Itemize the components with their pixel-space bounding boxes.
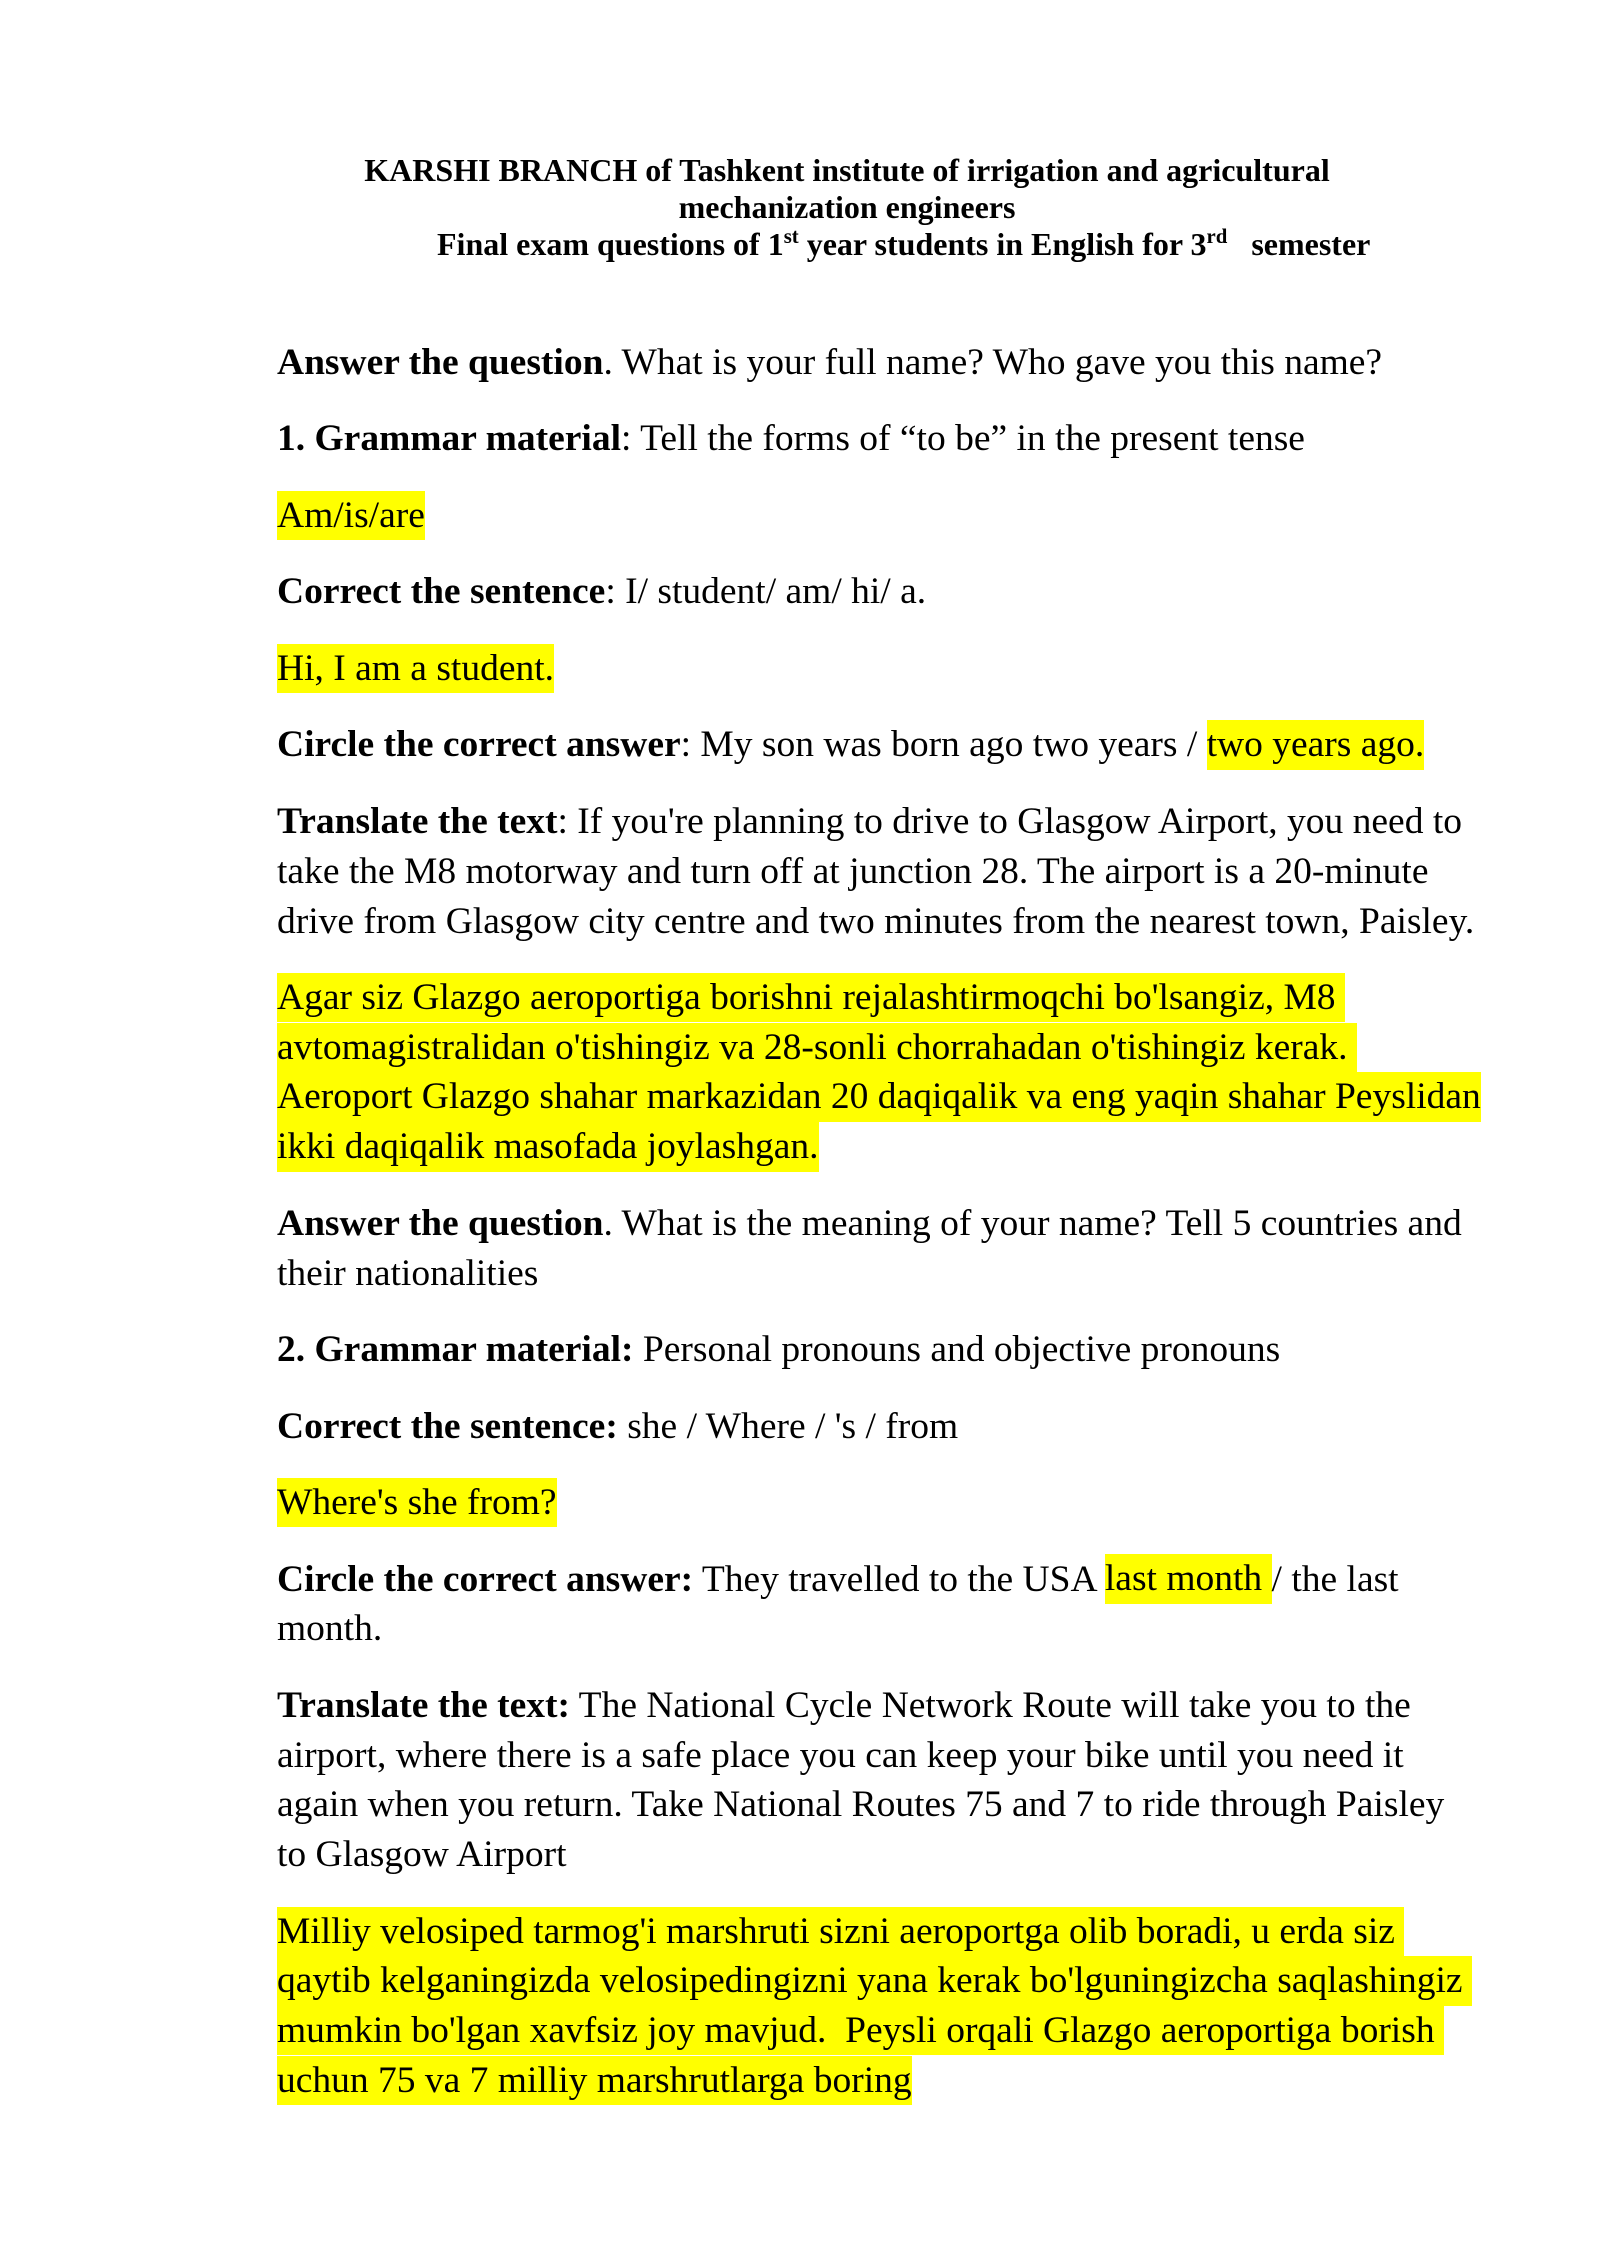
text-line: [277, 720, 1527, 770]
text-line: [277, 1023, 1527, 1073]
text-line: [277, 1073, 1527, 1123]
question-label: Translate the text: [277, 800, 558, 842]
question-label: Answer the question: [277, 1202, 604, 1244]
text-line: [277, 338, 1527, 388]
question-label: 2. Grammar material:: [277, 1329, 634, 1371]
text-line: [277, 1199, 1527, 1249]
question-label: 1. Grammar material: [277, 418, 621, 460]
answer-grammar: [277, 491, 1527, 541]
question-text: again when you return. Take National Routes 75 and 7 to ride through Paisley: [277, 1784, 1445, 1826]
highlighted-answer: Agar siz Glazgo aeroportiga borishni rejalashtirmoqchi bo'lsangiz, M8: [277, 973, 1345, 1022]
answer-correct-sentence: [277, 644, 1527, 694]
text-line: [277, 1681, 1527, 1731]
text-line: [277, 644, 1527, 694]
highlighted-answer: last month: [1105, 1554, 1272, 1603]
text-line: [277, 1731, 1527, 1781]
header-institution-line: KARSHI BRANCH of Tashkent institute of irrigation and agricultural: [364, 151, 1330, 188]
text-line: [277, 973, 1527, 1023]
question-label: Correct the sentence: [277, 571, 606, 613]
text-line: [277, 1478, 1527, 1528]
text-line: [277, 1402, 1527, 1452]
text-line: [277, 414, 1527, 464]
text-line: [277, 1555, 1527, 1605]
highlighted-answer: ikki daqiqalik masofada joylashgan.: [277, 1122, 819, 1171]
text-line: [277, 1830, 1527, 1880]
question-text: take the M8 motorway and turn off at junction 28. The airport is a 20-minute: [277, 850, 1429, 892]
highlighted-answer: Aeroport Glazgo shahar markazidan 20 daqiqalik va eng yaqin shahar Peyslidan: [277, 1072, 1481, 1121]
question-label: Translate the text:: [277, 1684, 570, 1726]
exam-questions: [277, 338, 1527, 2133]
text-line: [277, 2056, 1527, 2106]
text-line: [277, 1957, 1527, 2007]
question-text: / the last: [1271, 1558, 1399, 1600]
text-line: [277, 1604, 1527, 1654]
question-text: : Tell the forms of “to be” in the present tense: [620, 418, 1305, 460]
question-circle-answer: [277, 1555, 1527, 1655]
highlighted-answer: Am/is/are: [277, 491, 425, 540]
text-line: [277, 1122, 1527, 1172]
highlighted-answer: avtomagistralidan o'tishingiz va 28-sonli chorrahadan o'tishingiz kerak.: [277, 1023, 1357, 1072]
highlighted-answer: uchun 75 va 7 milliy marshrutlarga boring: [277, 2056, 912, 2105]
question-circle-answer: [277, 720, 1527, 770]
question-label: Correct the sentence:: [277, 1405, 618, 1447]
question-text: their nationalities: [277, 1252, 539, 1294]
answer-correct-sentence: [277, 1478, 1527, 1528]
question-text: she / Where / 's / from: [617, 1405, 959, 1447]
answer-translation: [277, 1907, 1527, 2106]
question-name-meaning: [277, 1199, 1527, 1299]
highlighted-answer: Where's she from?: [277, 1478, 557, 1527]
highlighted-answer: qaytib kelganingizda velosipedingizni yana kerak bo'lguningizcha saqlashingiz: [277, 1956, 1472, 2005]
question-set-1: [277, 338, 1527, 1172]
text-line: [277, 567, 1527, 617]
highlighted-answer: mumkin bo'lgan xavfsiz joy mavjud. Peysli orqali Glazgo aeroportiga borish: [277, 2006, 1444, 2055]
exam-title-text: year students in English for 3: [798, 225, 1207, 262]
question-text: airport, where there is a safe place you can keep your bike until you need it: [277, 1734, 1404, 1776]
question-text: The National Cycle Network Route will take you to the: [569, 1684, 1411, 1726]
exam-title-text: Final exam questions of 1: [437, 225, 784, 262]
question-text: They travelled to the USA: [693, 1558, 1105, 1600]
question-label: Answer the question: [277, 342, 604, 383]
question-translate: [277, 797, 1527, 946]
question-text: . What is the meaning of your name? Tell 5 countries and: [603, 1202, 1462, 1244]
document-header: [277, 152, 1417, 267]
question-text: month.: [277, 1608, 383, 1650]
text-line: [277, 847, 1527, 897]
ordinal-suffix: st: [783, 225, 799, 249]
ordinal-suffix: rd: [1206, 225, 1228, 249]
highlighted-answer: Hi, I am a student.: [277, 644, 554, 693]
question-text: . What is your full name? Who gave you this name?: [603, 342, 1383, 383]
text-line: [277, 1907, 1527, 1957]
text-line: [277, 1249, 1527, 1299]
question-set-2: [277, 1199, 1527, 2106]
question-full-name: [277, 338, 1527, 388]
exam-title-text: semester: [1227, 225, 1371, 262]
question-grammar: [277, 414, 1527, 464]
question-text: drive from Glasgow city centre and two minutes from the nearest town, Paisley.: [277, 900, 1475, 942]
text-line: [277, 1780, 1527, 1830]
highlighted-answer: Milliy velosiped tarmog'i marshruti sizni aeroportga olib boradi, u erda siz: [277, 1907, 1404, 1956]
exam-title: [277, 226, 1417, 267]
question-translate: [277, 1681, 1527, 1880]
question-text: : I/ student/ am/ hi/ a.: [605, 571, 927, 613]
text-line: [277, 897, 1527, 947]
question-correct-sentence: [277, 1402, 1527, 1452]
text-line: [277, 797, 1527, 847]
text-line: [277, 2006, 1527, 2056]
question-correct-sentence: [277, 567, 1527, 617]
question-text: Personal pronouns and objective pronouns: [633, 1329, 1281, 1371]
question-label: Circle the correct answer: [277, 724, 681, 766]
text-line: [277, 1325, 1527, 1375]
answer-translation: [277, 973, 1527, 1172]
question-text: : My son was born ago two years /: [680, 724, 1207, 766]
header-institution-line-continued: mechanization engineers: [678, 188, 1016, 225]
question-text: : If you're planning to drive to Glasgow Airport, you need to: [557, 800, 1462, 842]
question-grammar: [277, 1325, 1527, 1375]
question-text: to Glasgow Airport: [277, 1834, 567, 1876]
question-label: Circle the correct answer:: [277, 1558, 694, 1600]
text-line: [277, 491, 1527, 541]
highlighted-answer: two years ago.: [1207, 720, 1425, 769]
